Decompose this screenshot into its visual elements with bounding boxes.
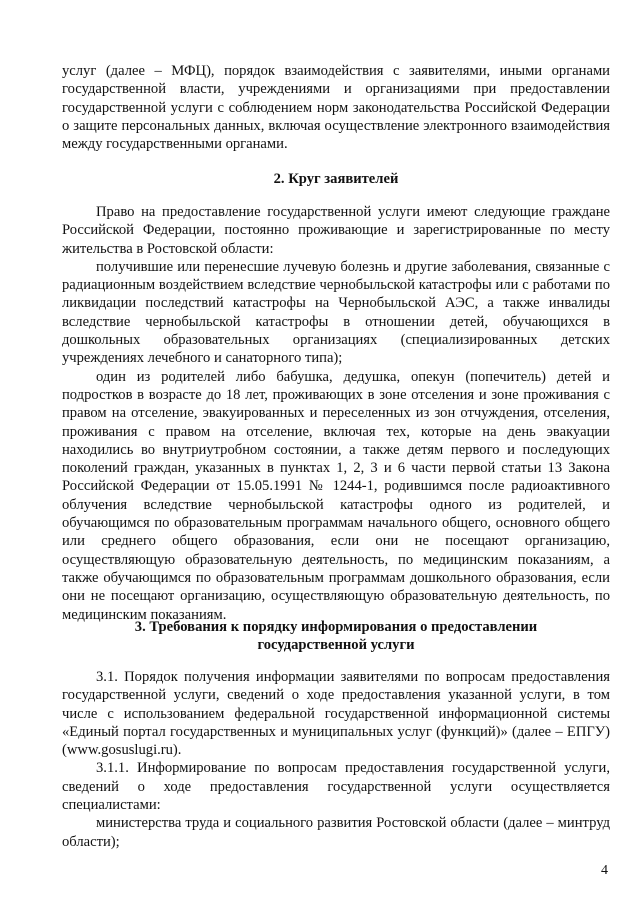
section-2-body (62, 203, 610, 624)
intro-block (62, 62, 610, 153)
paragraph-3-1: 3.1. Порядок получения информации заявителями по вопросам предоставления государственной услуги, сведений о ходе предоставления указанной услуги, в том числе с использованием федеральной государственной информационной системы «Единый портал государственных и муниципальных услуг (функций)» (далее – ЕПГУ) (www.gosuslugi.ru). (62, 669, 610, 759)
section-2-title: 2. Круг заявителей (273, 171, 399, 187)
page-number: 4 (601, 863, 608, 878)
section-2-item-1: получившие или перенесшие лучевую болезнь и другие заболевания, связанные с радиационным воздействием вследствие чернобыльской катастрофы или с работами по ликвидации последствий катастрофы на Чернобыльской АЭС, а также инвалиды вследствие чернобыльской катастрофы в отношении детей, обучающихся в дошкольных образовательных организациях (специализированных детских учреждениях лечебного и санаторного типа); (62, 258, 610, 367)
section-3-body (62, 668, 610, 851)
section-3-title-line-1: 3. Требования к порядку информирования о предоставлении (134, 619, 538, 635)
section-2-item-2: один из родителей либо бабушка, дедушка, опекун (попечитель) детей и подростков в возрасте до 18 лет, проживающих в зоне отселения и зоне проживания с правом на отселение, эвакуированных и переселенных из зон отчуждения, отселения, проживания с правом на отселение, включая тех, которые на день эвакуации находились во внутриутробном состоянии, а также детям первого и последующих поколений граждан, указанных в пунктах 1, 2, 3 и 6 части первой статьи 13 Закона Российской Федерации от 15.05.1991 № 1244-1, родившимся после радиоактивного облучения вследствие чернобыльской катастрофы одного из родителей, и обучающимся по образовательным программам начального общего, основного общего или среднего общего образования, если они не посещают организацию, осуществляющую образовательную деятельность, по медицинским показаниям, а также обучающимся по образовательным программам дошкольного образования, если они не посещают организацию, осуществляющую образовательную деятельность, по медицинским показаниям. (62, 368, 610, 623)
section-3 (62, 618, 610, 655)
section-2-lead: Право на предоставление государственной услуги имеют следующие граждане Российской Федерации, постоянно проживающие и зарегистрированные по месту жительства в Ростовской области: (62, 204, 610, 257)
paragraph-3-1-1-item: министерства труда и социального развития Ростовской области (далее – минтруд области); (62, 815, 610, 850)
section-2 (62, 170, 610, 188)
section-3-title-line-2: государственной услуги (257, 637, 415, 654)
intro-paragraph: услуг (далее – МФЦ), порядок взаимодействия с заявителями, иными органами государственной власти, учреждениями и организациями при предоставлении государственной услуги с соблюдением норм законодательства Российской Федерации о защите персональных данных, включая осуществление электронного взаимодействия между государственными органами. (62, 63, 610, 153)
paragraph-3-1-1: 3.1.1. Информирование по вопросам предоставления государственной услуги, сведений о ходе предоставления государственной услуги осуществляется специалистами: (62, 760, 610, 814)
